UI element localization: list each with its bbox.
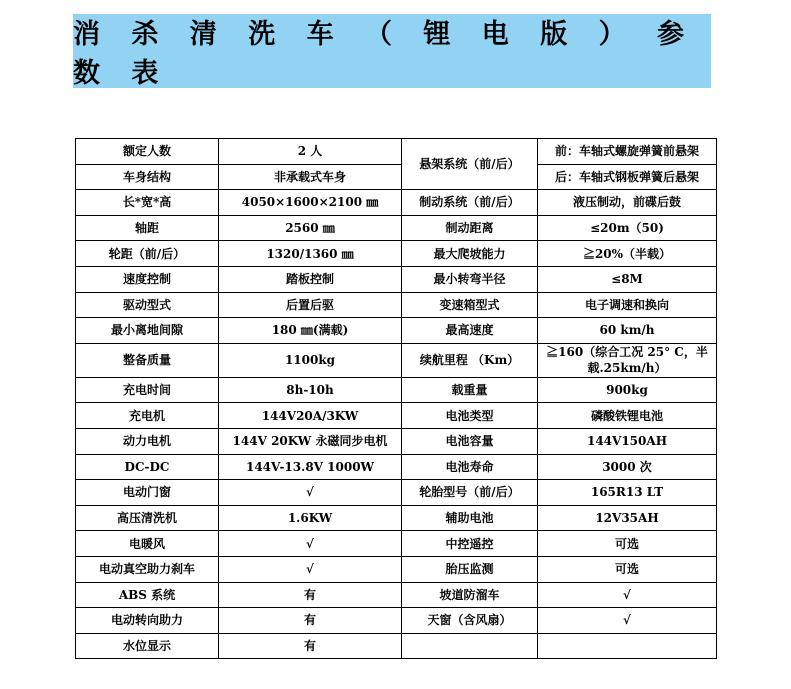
- table-row: [76, 480, 717, 506]
- spec-value: 非承载式车身: [219, 164, 402, 190]
- spec-value: ≤20m（50): [538, 215, 717, 241]
- table-row: [76, 582, 717, 608]
- spec-label: 整备质量: [76, 343, 219, 377]
- spec-label: 变速箱型式: [402, 292, 538, 318]
- spec-value: ≧20%（半载）: [538, 241, 717, 267]
- spec-label: 悬架系统（前/后）: [402, 139, 538, 190]
- spec-value: 144V20A/3KW: [219, 403, 402, 429]
- spec-value: 900kg: [538, 377, 717, 403]
- spec-value: 2560 ㎜: [219, 215, 402, 241]
- spec-label: 制动系统（前/后）: [402, 190, 538, 216]
- spec-label: 中控遥控: [402, 531, 538, 557]
- spec-value: 可选: [538, 531, 717, 557]
- spec-value: √: [538, 608, 717, 634]
- spec-value: 有: [219, 582, 402, 608]
- spec-label: 最小转弯半径: [402, 266, 538, 292]
- spec-label: [402, 633, 538, 659]
- table-row: [76, 428, 717, 454]
- spec-value: 踏板控制: [219, 266, 402, 292]
- spec-label: ABS 系统: [76, 582, 219, 608]
- spec-label: 驱动型式: [76, 292, 219, 318]
- spec-value: 1320/1360 ㎜: [219, 241, 402, 267]
- page-title: 消 杀 清 洗 车 （ 锂 电 版 ） 参 数 表: [73, 19, 695, 89]
- table-row: [76, 190, 717, 216]
- spec-label: 额定人数: [76, 139, 219, 165]
- spec-label: 载重量: [402, 377, 538, 403]
- spec-value: 144V150AH: [538, 428, 717, 454]
- table-row: [76, 377, 717, 403]
- spec-label: 轴距: [76, 215, 219, 241]
- spec-label: 辅助电池: [402, 505, 538, 531]
- spec-value: 1.6KW: [219, 505, 402, 531]
- spec-value: 有: [219, 608, 402, 634]
- spec-label: 天窗（含风扇）: [402, 608, 538, 634]
- spec-label: 电池容量: [402, 428, 538, 454]
- table-row: [76, 556, 717, 582]
- spec-value: 3000 次: [538, 454, 717, 480]
- spec-label: 续航里程 （Km）: [402, 343, 538, 377]
- spec-label: 充电时间: [76, 377, 219, 403]
- spec-value: 4050×1600×2100 ㎜: [219, 190, 402, 216]
- spec-label: 最高速度: [402, 318, 538, 344]
- table-row: [76, 531, 717, 557]
- spec-label: 速度控制: [76, 266, 219, 292]
- spec-value: 磷酸铁锂电池: [538, 403, 717, 429]
- table-row: [76, 505, 717, 531]
- spec-label: 电暖风: [76, 531, 219, 557]
- spec-value: 60 km/h: [538, 318, 717, 344]
- spec-label: 轮胎型号（前/后）: [402, 480, 538, 506]
- spec-value: 12V35AH: [538, 505, 717, 531]
- spec-label: 动力电机: [76, 428, 219, 454]
- table-row: [76, 608, 717, 634]
- table-row: [76, 139, 717, 165]
- spec-label: 轮距（前/后）: [76, 241, 219, 267]
- spec-value: √: [219, 531, 402, 557]
- spec-value: 144V-13.8V 1000W: [219, 454, 402, 480]
- spec-value: 可选: [538, 556, 717, 582]
- spec-value: 1100kg: [219, 343, 402, 377]
- title-banner: [73, 14, 711, 88]
- spec-value: 后：车轴式钢板弹簧后悬架: [538, 164, 717, 190]
- table-row: [76, 266, 717, 292]
- spec-value: 有: [219, 633, 402, 659]
- spec-value: 前：车轴式螺旋弹簧前悬架: [538, 139, 717, 165]
- spec-value: √: [538, 582, 717, 608]
- spec-label: DC-DC: [76, 454, 219, 480]
- spec-value: 液压制动，前碟后鼓: [538, 190, 717, 216]
- table-row: [76, 241, 717, 267]
- spec-label: 制动距离: [402, 215, 538, 241]
- spec-label: 电动转向助力: [76, 608, 219, 634]
- spec-value: [538, 633, 717, 659]
- spec-label: 最大爬坡能力: [402, 241, 538, 267]
- spec-label: 电池寿命: [402, 454, 538, 480]
- table-row: [76, 318, 717, 344]
- table-row: [76, 164, 717, 190]
- table-row: [76, 454, 717, 480]
- spec-label: 车身结构: [76, 164, 219, 190]
- spec-value: ≧160（综合工况 25° C，半载.25km/h）: [538, 343, 717, 377]
- spec-label: 电动门窗: [76, 480, 219, 506]
- spec-label: 胎压监测: [402, 556, 538, 582]
- table-row: [76, 215, 717, 241]
- spec-label: 电动真空助力刹车: [76, 556, 219, 582]
- spec-value: 2 人: [219, 139, 402, 165]
- table-row: [76, 633, 717, 659]
- spec-value: √: [219, 556, 402, 582]
- spec-label: 最小离地间隙: [76, 318, 219, 344]
- spec-label: 电池类型: [402, 403, 538, 429]
- spec-value: √: [219, 480, 402, 506]
- spec-value: 165R13 LT: [538, 480, 717, 506]
- table-row: [76, 292, 717, 318]
- spec-value: ≤8M: [538, 266, 717, 292]
- spec-value: 180 ㎜(满载): [219, 318, 402, 344]
- spec-label: 坡道防溜车: [402, 582, 538, 608]
- table-row: [76, 403, 717, 429]
- spec-value: 电子调速和换向: [538, 292, 717, 318]
- spec-value: 144V 20KW 永磁同步电机: [219, 428, 402, 454]
- spec-label: 长*宽*高: [76, 190, 219, 216]
- spec-table: [75, 138, 717, 659]
- spec-label: 充电机: [76, 403, 219, 429]
- spec-label: 高压清洗机: [76, 505, 219, 531]
- table-row: [76, 343, 717, 377]
- spec-value: 后置后驱: [219, 292, 402, 318]
- spec-label: 水位显示: [76, 633, 219, 659]
- spec-value: 8h-10h: [219, 377, 402, 403]
